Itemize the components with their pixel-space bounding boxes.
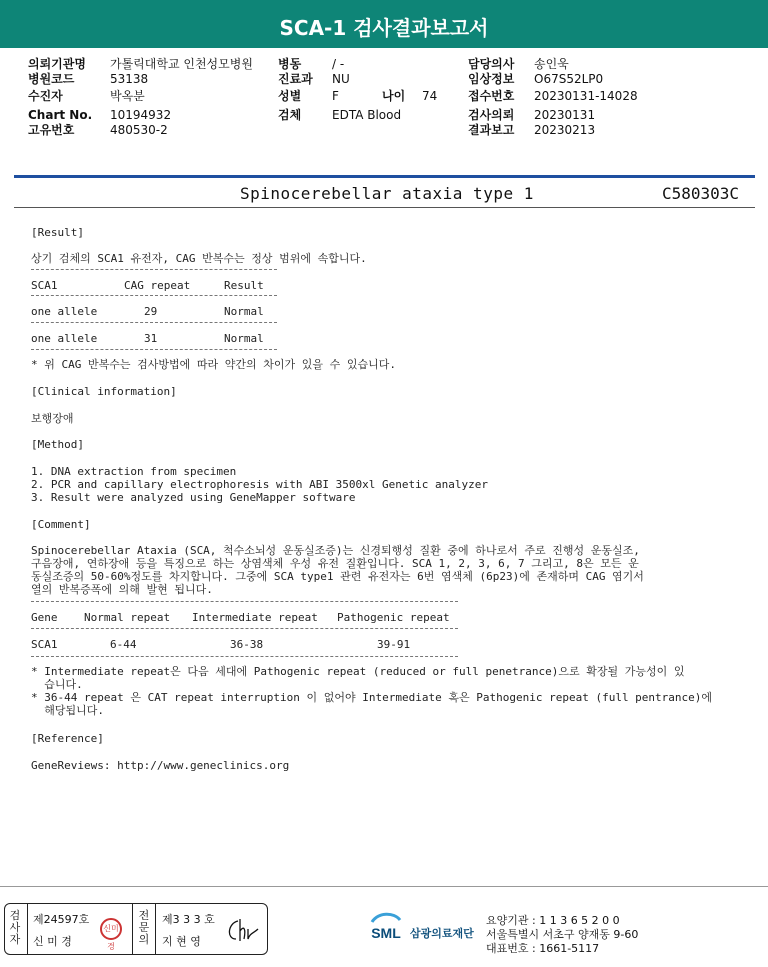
- info-label: Chart No.: [28, 108, 93, 122]
- result-note: * 위 CAG 반복수는 검사방법에 따라 약간의 차이가 있을 수 있습니다.: [31, 358, 396, 371]
- info-value: 20230131-14028: [534, 89, 638, 103]
- info-label: 의뢰기관명: [28, 57, 86, 71]
- address-line: 서울특별시 서초구 양재동 9-60: [486, 928, 639, 941]
- result-cell: Normal: [224, 305, 264, 318]
- info-label: 고유번호: [28, 123, 75, 137]
- result-cell: 29: [144, 305, 158, 318]
- section-divider: [14, 175, 755, 178]
- specialist-name: 지 현 영: [162, 935, 201, 948]
- info-label: 병동: [278, 57, 302, 71]
- info-value: NU: [332, 72, 350, 86]
- repeat-cell: 36-38: [230, 638, 264, 651]
- logo-abbr: SML: [371, 925, 401, 941]
- address-line: 요양기관 : 1 1 3 6 5 2 0 0: [486, 914, 620, 927]
- table-separator: [31, 656, 458, 657]
- method-item: 2. PCR and capillary electrophoresis with ABI 3500xl Genetic analyzer: [31, 478, 488, 491]
- reference-heading: [Reference]: [31, 732, 104, 745]
- table-separator: [31, 269, 277, 270]
- info-label: 성별: [278, 89, 302, 103]
- address-line: 대표번호 : 1661-5117: [486, 942, 600, 955]
- info-value: O67S52LP0: [534, 72, 604, 86]
- signature-icon: [224, 915, 260, 945]
- result-header-cag: CAG repeat: [124, 279, 191, 292]
- method-heading: [Method]: [31, 438, 84, 451]
- info-label: 병원코드: [28, 72, 75, 86]
- test-title: Spinocerebellar ataxia type 1: [240, 184, 534, 203]
- info-value: 480530-2: [110, 123, 168, 137]
- repeat-header: Pathogenic repeat: [337, 611, 450, 624]
- repeat-note: * Intermediate repeat은 다음 세대에 Pathogenic repeat (reduced or full penetrance)으로 확장될 가능성이 있: [31, 665, 685, 678]
- repeat-header: Normal repeat: [84, 611, 171, 624]
- result-summary: 상기 검체의 SCA1 유전자, CAG 반복수는 정상 범위에 속합니다.: [31, 252, 367, 265]
- inspector-name: 신 미 경: [33, 935, 72, 948]
- signature-divider: [27, 903, 28, 955]
- info-label: 진료과: [278, 72, 313, 86]
- info-value: 박옥분: [110, 89, 145, 103]
- repeat-note: 해당됩니다.: [31, 704, 104, 717]
- reference-text: GeneReviews: http://www.geneclinics.org: [31, 759, 290, 772]
- result-cell: 31: [144, 332, 158, 345]
- result-heading: [Result]: [31, 226, 84, 239]
- repeat-cell: SCA1: [31, 638, 58, 651]
- method-item: 3. Result were analyzed using GeneMapper software: [31, 491, 356, 504]
- repeat-header: Gene: [31, 611, 58, 624]
- info-label: 검체: [278, 108, 302, 122]
- result-header-gene: SCA1: [31, 279, 58, 292]
- report-title: SCA-1 검사결과보고서: [0, 0, 768, 48]
- info-label: 검사의뢰: [468, 108, 515, 122]
- table-separator: [31, 349, 277, 350]
- age-value: 74: [422, 89, 438, 103]
- result-cell: Normal: [224, 332, 264, 345]
- info-value: 10194932: [110, 108, 172, 122]
- table-separator: [31, 295, 277, 296]
- repeat-header: Intermediate repeat: [192, 611, 318, 624]
- comment-line: 동실조증의 50-60%정도를 차지합니다. 그중에 SCA type1 관련 유전자는 6번 염색체 (6p23)에 존재하며 CAG 염기서: [31, 570, 644, 583]
- result-cell: one allele: [31, 305, 98, 318]
- repeat-note: * 36-44 repeat 은 CAT repeat interruption 이 없어야 Intermediate 혹은 Pathogenic repeat (full pentrance)에: [31, 691, 713, 704]
- info-label: 수진자: [28, 89, 63, 103]
- info-value: 가톨릭대학교 인천성모병원: [110, 57, 253, 71]
- footer-divider: [0, 886, 768, 887]
- inspector-number: 제24597호: [33, 913, 90, 926]
- info-label: 결과보고: [468, 123, 515, 137]
- repeat-cell: 39-91: [377, 638, 411, 651]
- info-value: / -: [332, 57, 345, 71]
- comment-line: 구음장애, 연하장애 등을 특징으로 하는 상염색체 우성 유전 질환입니다. SCA 1, 2, 3, 6, 7 그리고, 8은 모든 운: [31, 557, 639, 570]
- comment-line: 열의 반복증폭에 의해 발현 됩니다.: [31, 583, 213, 596]
- info-value: 53138: [110, 72, 149, 86]
- specialist-label: 전 문 의: [138, 909, 150, 946]
- method-item: 1. DNA extraction from specimen: [31, 465, 237, 478]
- result-cell: one allele: [31, 332, 98, 345]
- info-column-3: [468, 57, 638, 138]
- info-column-1: [28, 57, 253, 138]
- sml-logo-icon: [366, 908, 406, 948]
- info-label: 임상정보: [468, 72, 515, 86]
- info-column-2: [278, 57, 437, 123]
- info-label: 담당의사: [468, 57, 515, 71]
- info-value: 20230131: [534, 108, 596, 122]
- signature-divider: [155, 903, 156, 955]
- info-value: 송인욱: [534, 57, 569, 71]
- repeat-note: 습니다.: [31, 678, 83, 691]
- inspector-label: 검 사 자: [9, 909, 21, 946]
- inspector-seal: 신미경: [100, 918, 122, 940]
- section-divider: [14, 207, 755, 208]
- info-value: EDTA Blood: [332, 108, 402, 122]
- info-label: 접수번호: [468, 89, 515, 103]
- comment-heading: [Comment]: [31, 518, 91, 531]
- clinical-text: 보행장애: [31, 412, 74, 425]
- result-header-result: Result: [224, 279, 264, 292]
- age-label: 나이: [382, 89, 406, 103]
- signature-divider: [132, 903, 133, 955]
- repeat-cell: 6-44: [110, 638, 137, 651]
- logo-name: 삼광의료재단: [410, 927, 474, 940]
- table-separator: [31, 628, 458, 629]
- table-separator: [31, 322, 277, 323]
- specialist-number: 제3 3 3 호: [162, 913, 215, 926]
- clinical-heading: [Clinical information]: [31, 385, 177, 398]
- test-code: C580303C: [662, 184, 740, 203]
- comment-line: Spinocerebellar Ataxia (SCA, 척수소뇌성 운동실조증)는 신경퇴행성 질환 중에 하나로서 주로 진행성 운동실조,: [31, 544, 640, 557]
- info-value: 20230213: [534, 123, 596, 137]
- info-value: F: [332, 89, 339, 103]
- table-separator: [31, 601, 458, 602]
